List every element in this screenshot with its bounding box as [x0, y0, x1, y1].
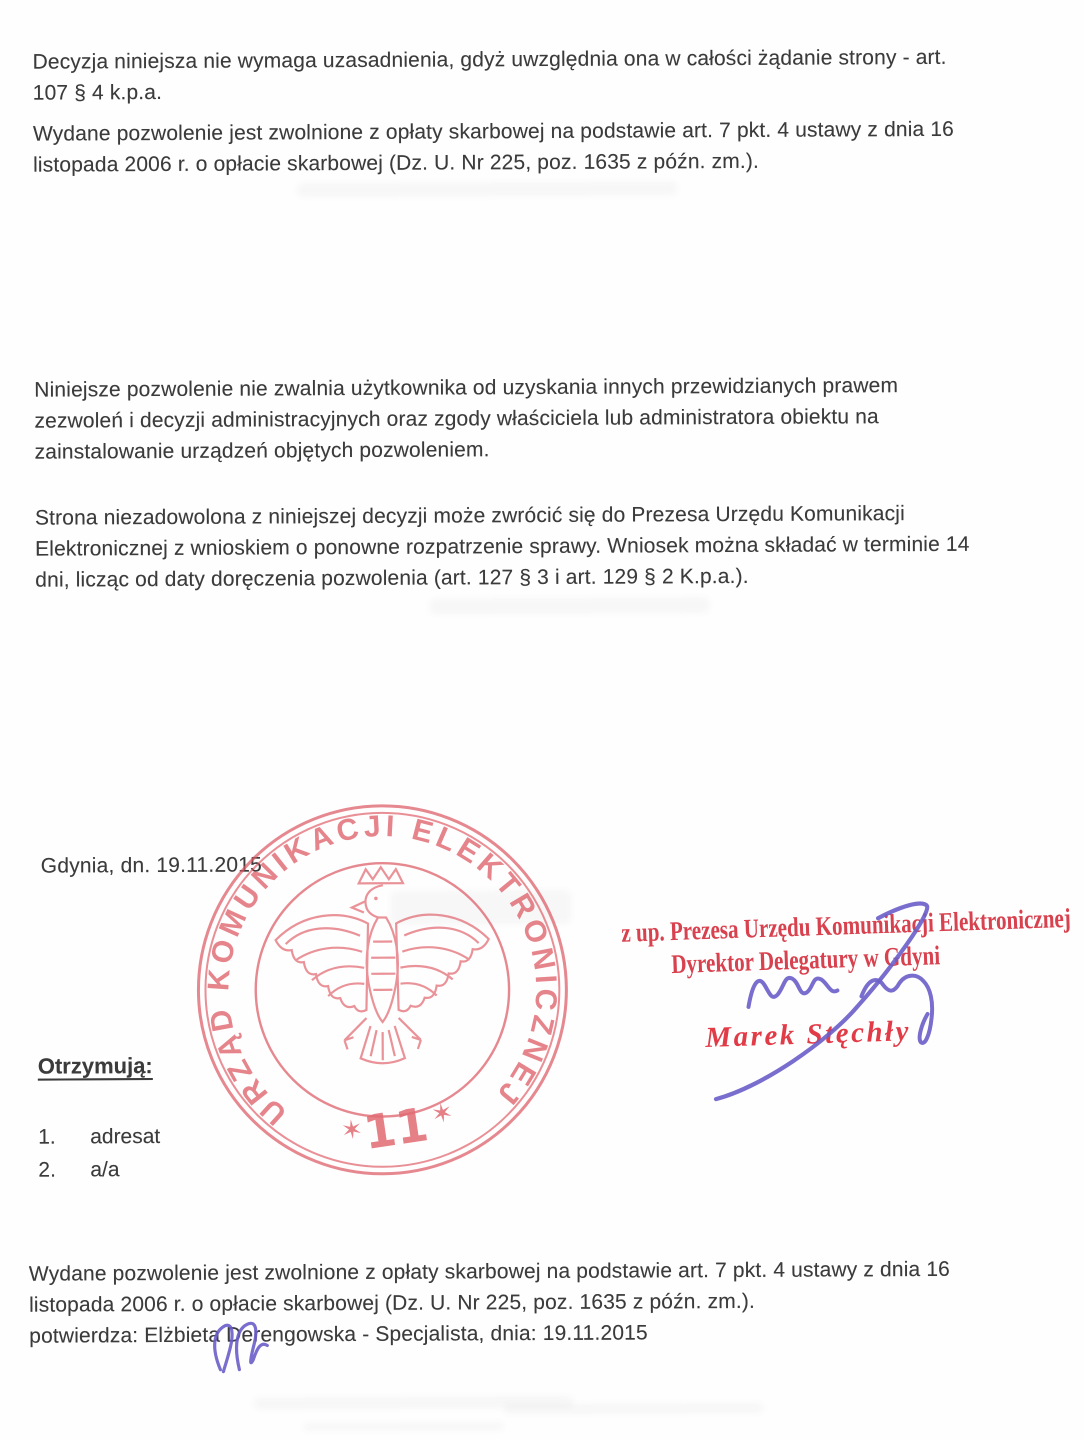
stamp-ring-text: URZĄD KOMUNIKACJI ELEKTRONICZNEJ [202, 809, 563, 1132]
received-item-label: a/a [90, 1158, 120, 1182]
paragraph-no-justification: Decyzja niniejsza nie wymaga uzasadnienia, gdyż uwzględnia ona w całości żądanie strony - art. 107 § 4 k.p.a. [32, 45, 947, 105]
scan-smudge [304, 1422, 504, 1431]
paragraph-other-permits: Niniejsze pozwolenie nie zwalnia użytkownika od uzyskania innych przewidzianych prawem zezwoleń i decyzji administracyjnych oraz zgody właściciela lub administratora obiektu na zainstalowanie urządzeń objętych pozwoleniem. [34, 374, 899, 464]
scan-smudge [297, 181, 677, 197]
handwritten-paraph [203, 1317, 278, 1379]
received-item-number: 2. [38, 1158, 56, 1182]
paragraph-appeal-rights: Strona niezadowolona z niniejszej decyzji może zwrócić się do Prezesa Urzędu Komunikacji Elektronicznej z wnioskiem o ponowne rozpatrzenie sprawy. Wniosek można składać w terminie 14 dni, licząc od daty doręczenia pozwolenia (art. 127 § 3 i art. 129 § 2 K.p.a.). [34, 502, 970, 592]
scan-smudge [429, 597, 709, 614]
stamp-number: 11 [360, 1097, 432, 1160]
stamp-star-right: ✶ [428, 1097, 456, 1131]
received-by-heading: Otrzymują: [37, 1053, 153, 1079]
eagle-left-wing [275, 915, 368, 1012]
received-item-2 [38, 1158, 119, 1182]
polish-eagle-emblem [275, 867, 489, 1064]
eagle-left-claw [344, 1018, 366, 1049]
handwritten-signature [631, 886, 962, 1116]
scan-smudge [504, 1403, 764, 1414]
received-item-label: adresat [90, 1125, 161, 1149]
eagle-right-claw [399, 1018, 421, 1049]
paragraph-fee-exemption: Wydane pozwolenie jest zwolnione z opłaty skarbowej na podstawie art. 7 pkt. 4 ustawy z dnia 16 listopada 2006 r. o opłacie skarbowej (Dz. U. Nr 225, poz. 1635 z późn. zm.). [32, 117, 955, 177]
stamp-star-left: ✶ [339, 1114, 365, 1147]
signature-authority-line: z up. Prezesa Urzędu Komunikacji Elektronicznej [620, 902, 1072, 948]
eagle-right-wing [396, 914, 489, 1011]
place-date-line: Gdynia, dn. 19.11.2015 [40, 853, 263, 878]
signatory-name: Marek Stęchły [704, 1015, 912, 1054]
received-item-1 [38, 1125, 160, 1150]
uke-round-stamp [190, 798, 574, 1182]
signature-title-line: Dyrektor Delegatury w Gdyni [670, 940, 941, 980]
footer-confirmation-note: Wydane pozwolenie jest zwolnione z opłaty skarbowej na podstawie art. 7 pkt. 4 ustawy z dnia 16 listopada 2006 r. o opłacie skarbowej (Dz. U. Nr 225, poz. 1635 z późn. zm.). potwierdza: Elżbieta Derengowska - Specjalista, dnia: 19.11.2015 [28, 1257, 951, 1348]
received-item-number: 1. [38, 1125, 56, 1149]
